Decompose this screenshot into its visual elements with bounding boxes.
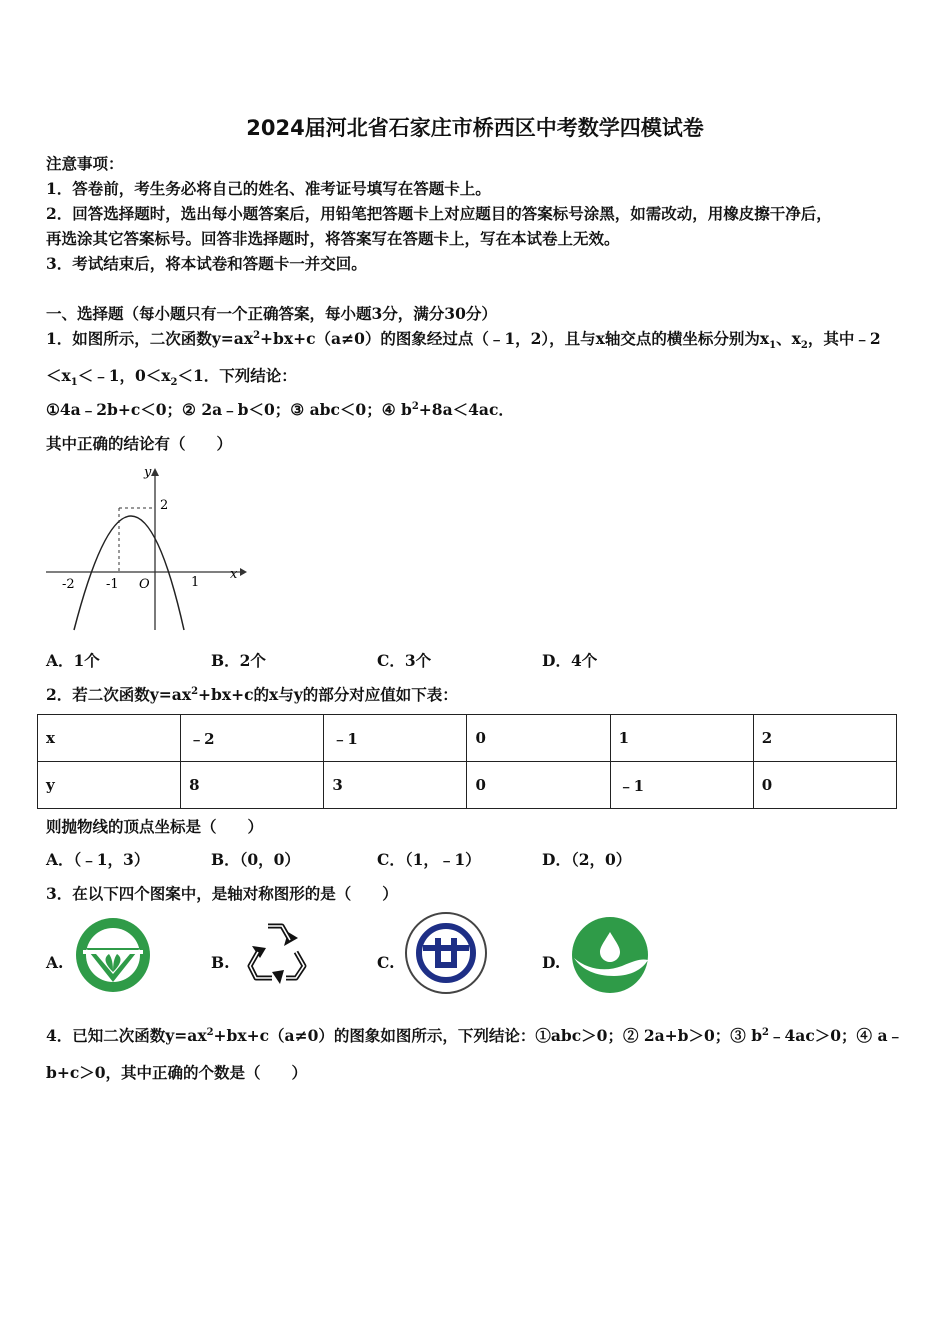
y-axis-label: y [144, 465, 152, 480]
page-title: 2024届河北省石家庄市桥西区中考数学四模试卷 [246, 116, 704, 140]
navy-circle-logo-icon [403, 910, 489, 996]
q1-option-c[interactable]: C．3个 [377, 651, 432, 670]
q3-option-d[interactable]: D. [542, 953, 561, 972]
q3-option-a[interactable]: A. [46, 953, 64, 972]
label-2: 2 [160, 498, 169, 513]
table-cell: ﹣1 [324, 715, 467, 762]
table-row-x [38, 715, 897, 762]
q2-option-c[interactable]: C．（1，﹣1） [377, 850, 481, 869]
water-drop-logo-icon [568, 914, 652, 996]
q4-stem-line2: b+c＞0，其中正确的个数是（ ） [46, 1063, 308, 1082]
table-cell: 0 [753, 762, 896, 809]
q3-option-b[interactable]: B. [211, 953, 230, 972]
recycle-logo-icon [238, 916, 320, 994]
q2-prompt: 则抛物线的顶点坐标是（ ） [46, 817, 264, 836]
table-cell: 0 [467, 715, 610, 762]
origin-label: O [139, 577, 150, 592]
q1-option-d[interactable]: D．4个 [542, 651, 598, 670]
notice-item-1: 1．答卷前，考生务必将自己的姓名、准考证号填写在答题卡上。 [46, 179, 491, 198]
q1-prompt: 其中正确的结论有（ ） [46, 434, 233, 453]
tick-neg2: -2 [62, 577, 75, 592]
q2-option-a[interactable]: A．（﹣1，3） [46, 850, 150, 869]
section-heading: 一、选择题（每小题只有一个正确答案，每小题3分，满分30分） [46, 304, 497, 323]
q2-value-table [37, 714, 897, 809]
notice-item-2-cont: 再选涂其它答案标号。回答非选择题时，将答案写在答题卡上，写在本试卷上无效。 [46, 229, 620, 248]
green-food-logo-icon [72, 914, 154, 996]
q1-stem-line1: 1．如图所示，二次函数$y=ax^2+bx+c(a\ne 0)$的图象经过点（﹣1，2），且与x轴交点的横坐标分别为$x_1$、$x_2$，其中﹣2 [46, 329, 881, 352]
q4-stem-line1: 4．已知二次函数$y=ax^2+bx+c(a\ne 0)$的图象如图所示，下列结论：①abc＞0；② 2a+b＞0；③ $b^2﹣4ac>0$；④ a﹣ [46, 1026, 903, 1045]
q1-parabola-graph [44, 462, 249, 634]
q2-option-b[interactable]: B．（0，0） [211, 850, 300, 869]
q2-stem: 2．若二次函数$y=ax^2+bx+c$的x与y的部分对应值如下表： [46, 685, 458, 704]
q2-option-d[interactable]: D．（2，0） [542, 850, 632, 869]
table-cell: ﹣1 [610, 762, 753, 809]
tick-neg1: -1 [106, 577, 119, 592]
q1-stem-line2: $<x_1<﹣1$，$0<x_2<1$．下列结论： [46, 366, 297, 389]
table-cell: x [38, 715, 181, 762]
q1-option-a[interactable]: A．1个 [46, 651, 100, 670]
x-axis-label: x [230, 567, 238, 582]
table-row-y [38, 762, 897, 809]
notice-item-3: 3．考试结束后，将本试卷和答题卡一并交回。 [46, 254, 367, 273]
tick-1: 1 [191, 575, 200, 590]
table-cell: ﹣2 [181, 715, 324, 762]
table-cell: 3 [324, 762, 467, 809]
notice-item-2: 2．回答选择题时，选出每小题答案后，用铅笔把答题卡上对应题目的答案标号涂黑，如需改动，用橡皮擦干净后， [46, 204, 832, 223]
q3-stem: 3．在以下四个图案中，是轴对称图形的是（ ） [46, 884, 398, 903]
table-cell: 1 [610, 715, 753, 762]
q1-conclusions: ①4a﹣2b+c＜0；② 2a﹣b＜0；③ abc＜0；④ $b^2+8a<4ac$． [46, 400, 514, 419]
q1-option-b[interactable]: B．2个 [211, 651, 266, 670]
notice-heading: 注意事项： [46, 154, 124, 173]
q3-option-c[interactable]: C. [377, 953, 395, 972]
table-cell: 0 [467, 762, 610, 809]
table-cell: 2 [753, 715, 896, 762]
table-cell: y [38, 762, 181, 809]
table-cell: 8 [181, 762, 324, 809]
